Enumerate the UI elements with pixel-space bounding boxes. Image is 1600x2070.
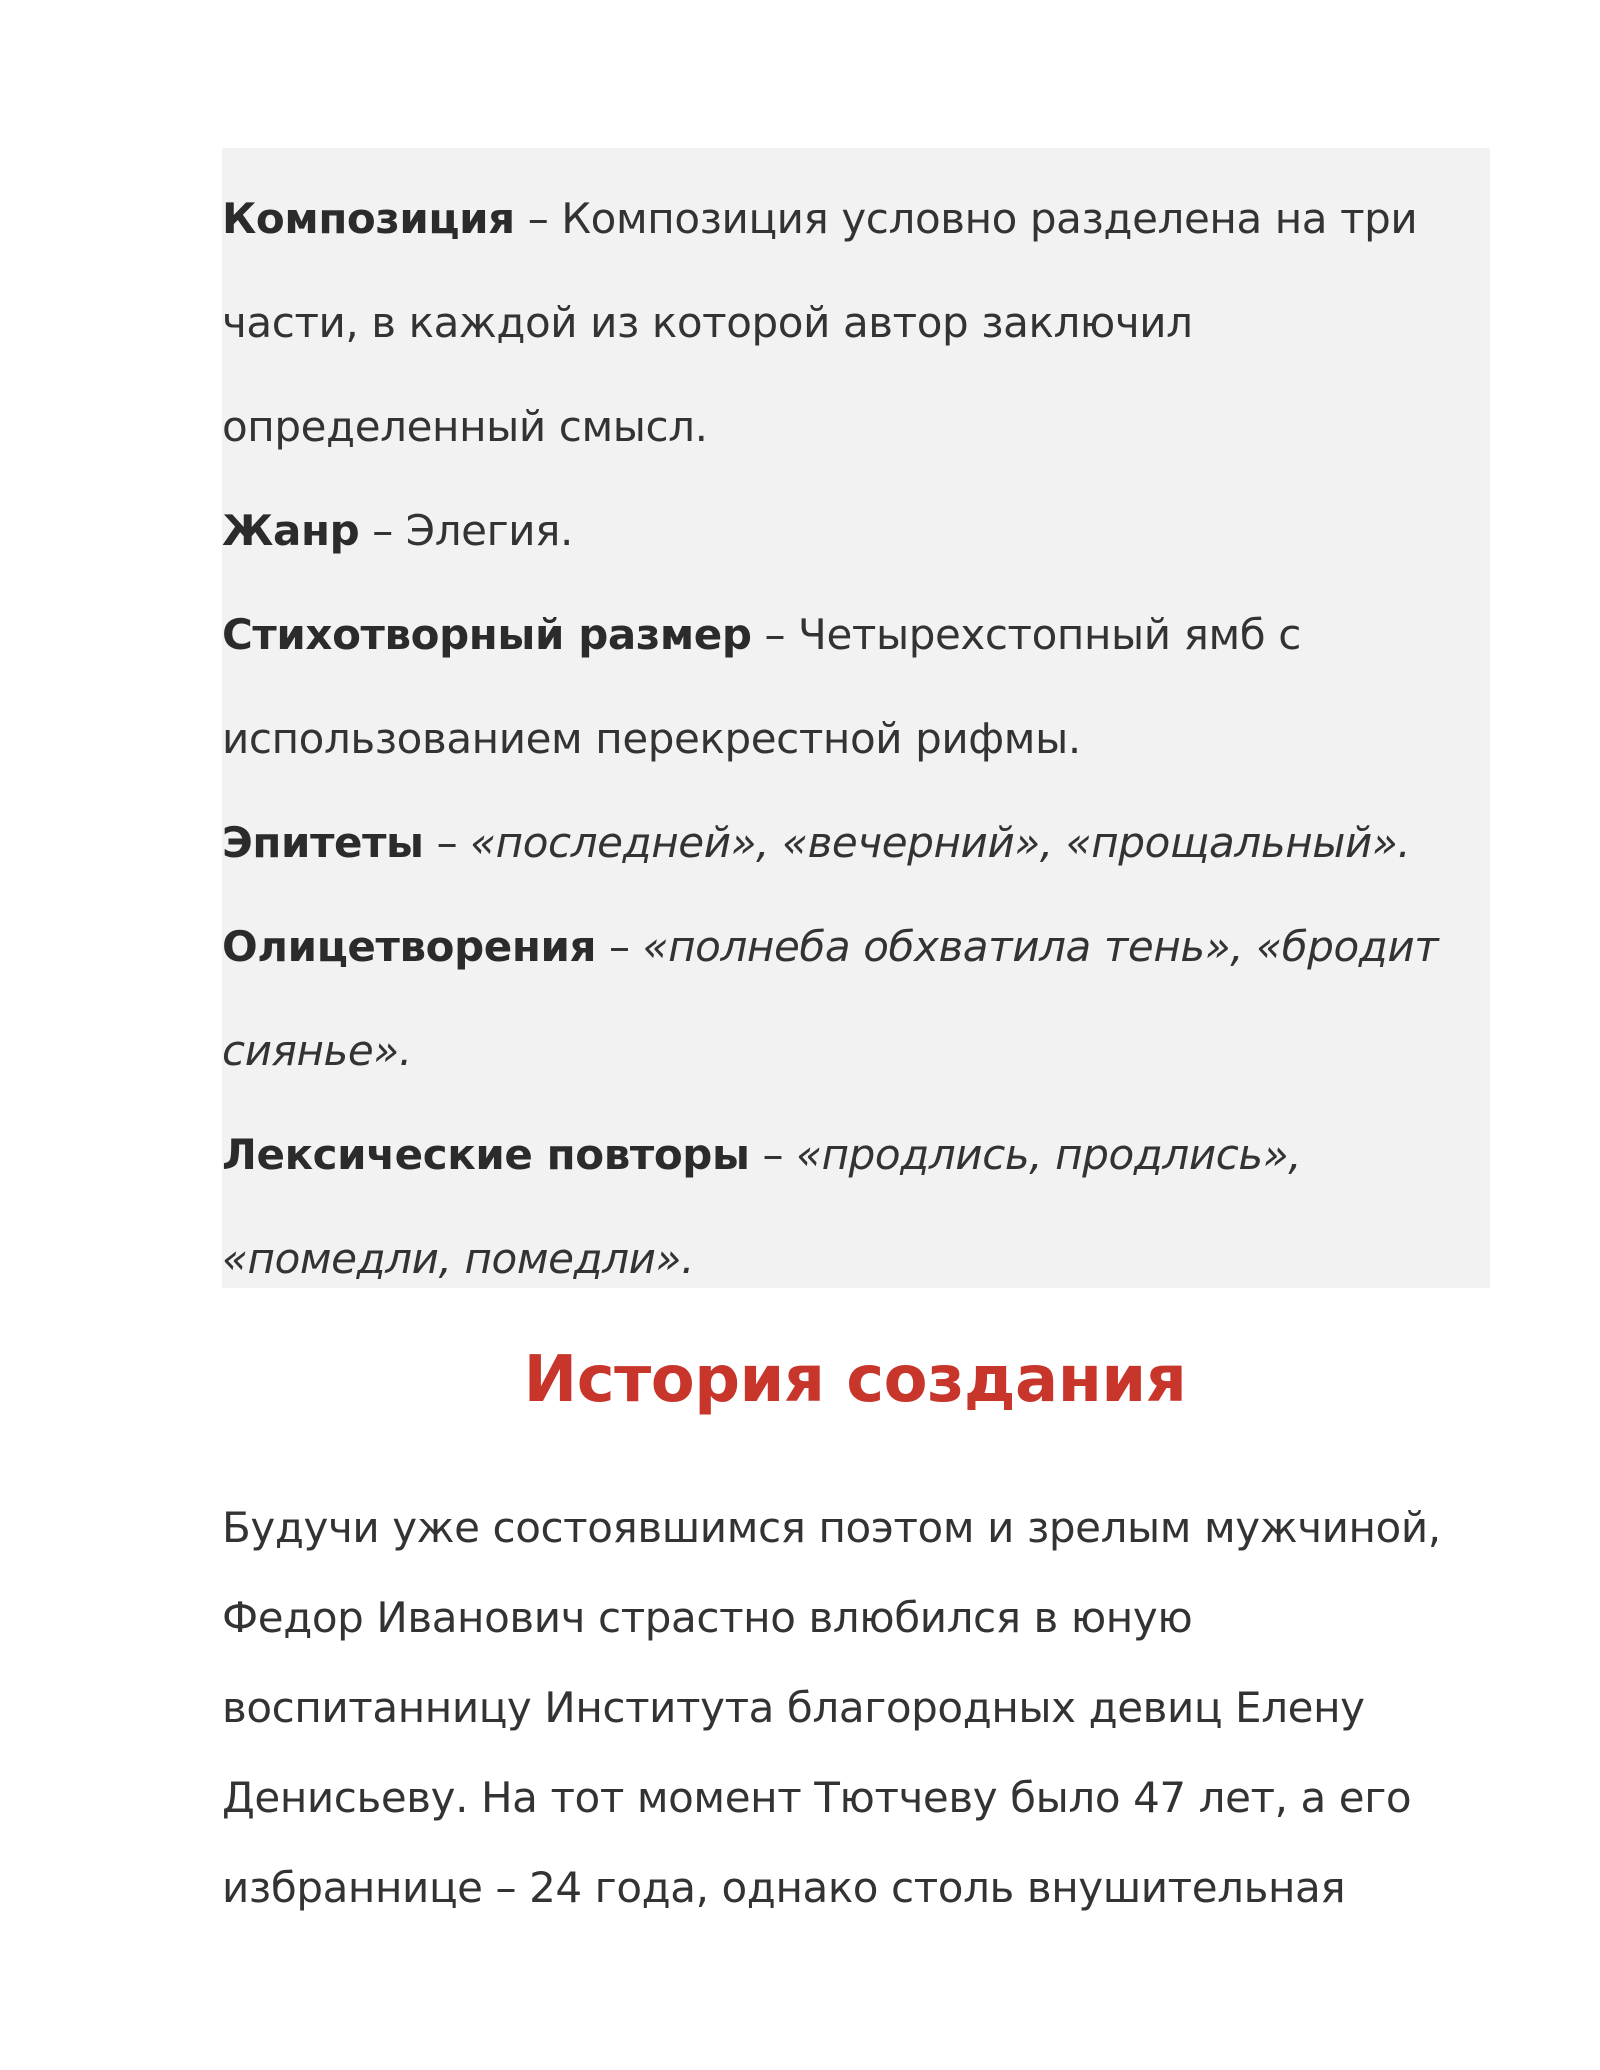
term-separator: – <box>359 506 406 555</box>
term-label: Олицетворения <box>222 922 597 971</box>
term-label: Эпитеты <box>222 818 424 867</box>
term-examples: «продлись, продлись», «помедли, помедли». <box>222 1130 1302 1283</box>
term-label: Композиция <box>222 194 515 243</box>
term-separator: – <box>514 194 562 243</box>
term-separator: – <box>751 610 799 659</box>
section-heading: История создания <box>523 1343 1187 1417</box>
term-separator: – <box>423 818 471 867</box>
history-paragraph: Будучи уже состоявшимся поэтом и зрелым мужчиной, Федор Иванович страстно влюбился в юную воспитанницу Института благородных девиц Елену Денисьеву. На тот момент Тютчеву было 47 лет, а его избраннице – 24 года, однако столь внушительная <box>222 1503 1441 1912</box>
summary-list <box>222 167 1482 1311</box>
summary-item-genre <box>222 479 1482 583</box>
summary-item-meter <box>222 583 1482 791</box>
term-description: Композиция условно разделена на три части, в каждой из которой автор заключил определенный смысл. <box>222 194 1418 451</box>
term-description: Четырехстопный ямб с использованием перекрестной рифмы. <box>222 610 1301 763</box>
term-description: Элегия. <box>405 506 573 555</box>
summary-item-repetitions <box>222 1103 1482 1311</box>
term-label: Стихотворный размер <box>222 610 752 659</box>
term-separator: – <box>749 1130 797 1179</box>
summary-item-epithets <box>222 791 1482 895</box>
summary-item-personifications <box>222 895 1482 1103</box>
term-examples: «полнеба обхватила тень», «бродит сиянье». <box>222 922 1439 1075</box>
term-examples: «последней», «вечерний», «прощальный». <box>470 818 1411 867</box>
term-label: Лексические повторы <box>222 1130 750 1179</box>
summary-item-composition <box>222 167 1482 479</box>
term-separator: – <box>596 922 643 971</box>
term-label: Жанр <box>222 506 360 555</box>
